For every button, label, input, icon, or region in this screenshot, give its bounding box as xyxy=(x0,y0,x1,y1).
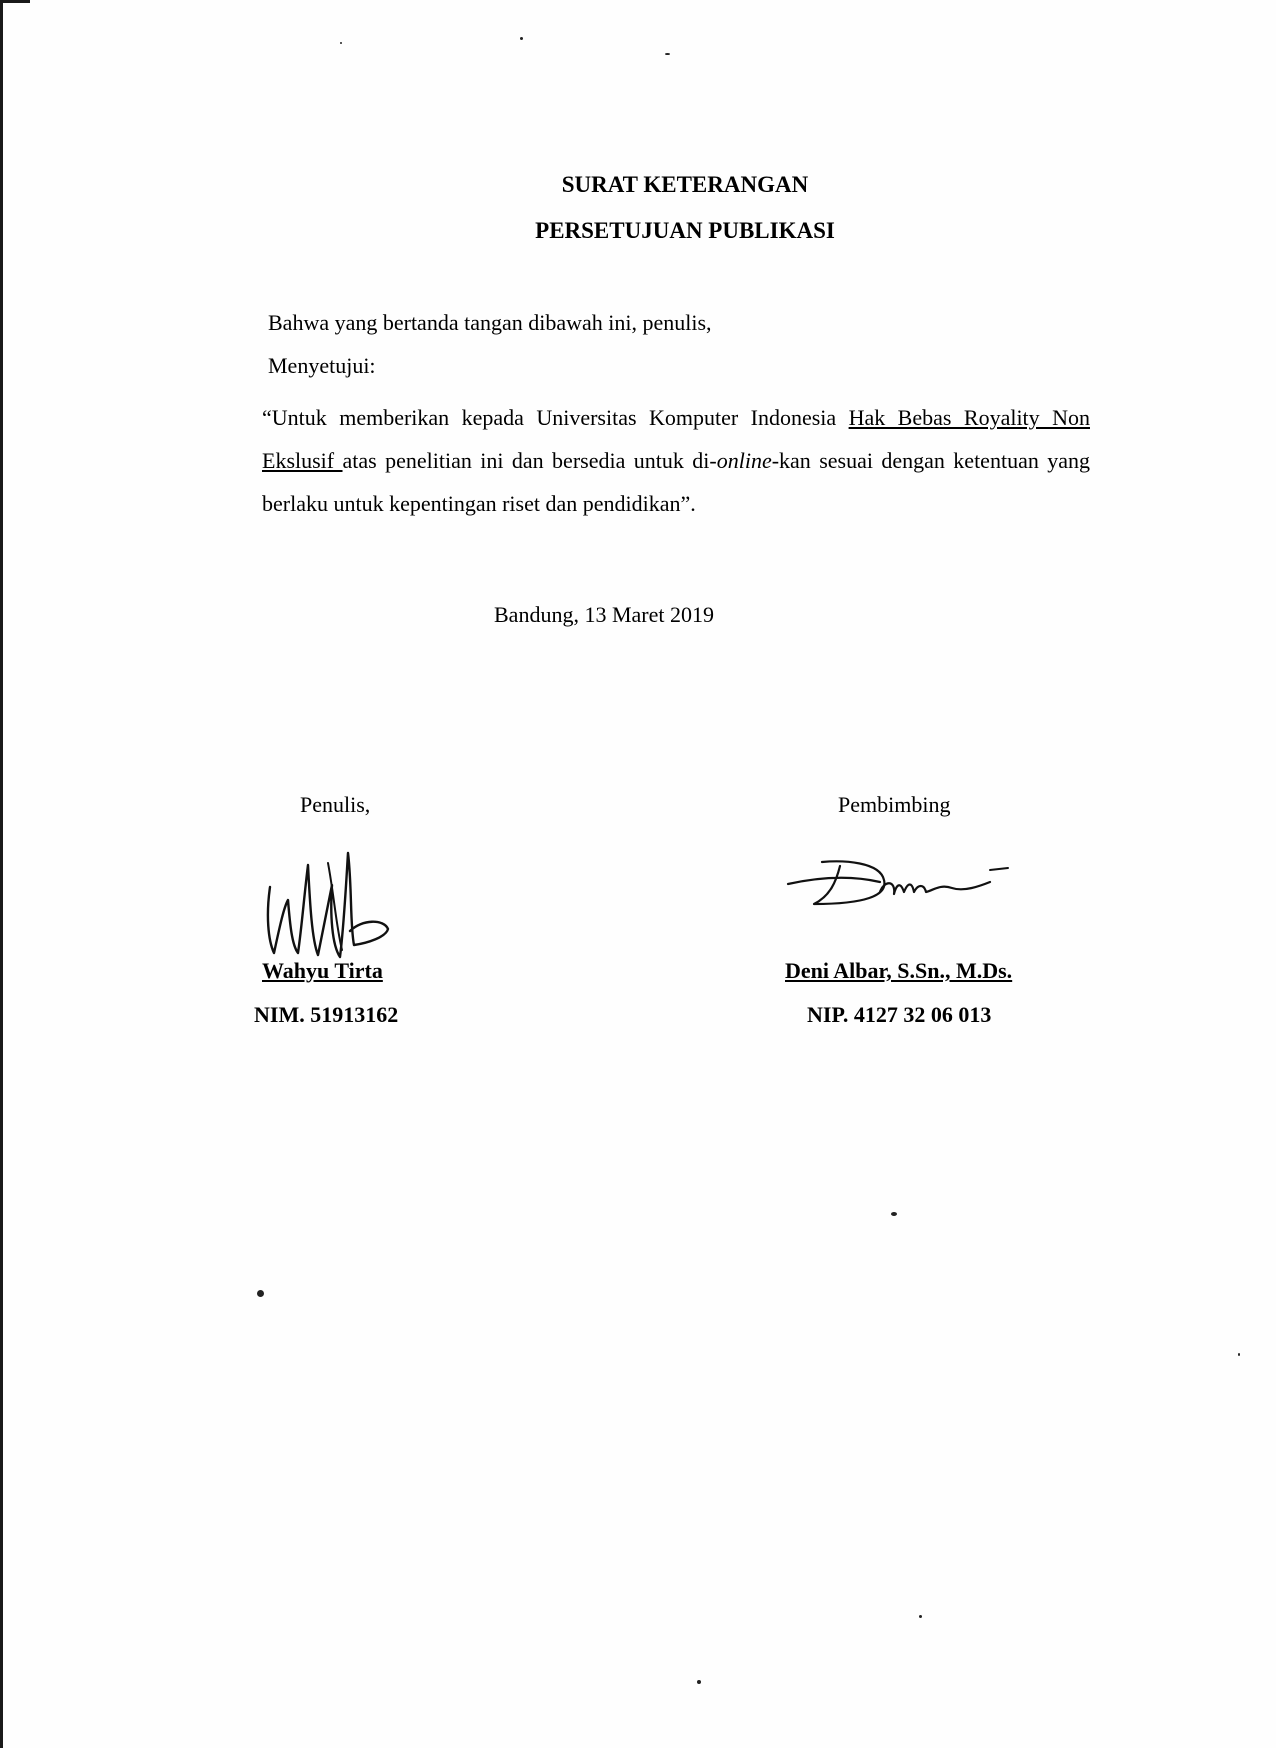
scan-edge-top xyxy=(0,0,30,3)
statement-underlined: Hak Bebas Royality Non Ekslusif xyxy=(262,405,1090,473)
supervisor-signature xyxy=(784,856,1016,912)
supervisor-id: NIP. 4127 32 06 013 xyxy=(807,1002,992,1027)
supervisor-name: Deni Albar, S.Sn., M.Ds. xyxy=(785,958,1013,983)
scan-edge xyxy=(0,0,3,1748)
document-title: SURAT KETERANGAN xyxy=(561,172,809,197)
scan-speck xyxy=(665,53,670,55)
writer-label: Penulis, xyxy=(300,792,371,817)
scan-speck xyxy=(520,37,523,40)
statement-paragraph xyxy=(262,396,1090,525)
statement-part2: atas penelitian ini dan bersedia untuk di- xyxy=(342,448,717,473)
agree-text: Menyetujui: xyxy=(268,353,376,378)
scan-speck xyxy=(919,1615,922,1618)
scan-speck xyxy=(340,42,342,44)
intro-text: Bahwa yang bertanda tangan dibawah ini, penulis, xyxy=(268,310,712,335)
scan-speck xyxy=(1238,1353,1240,1356)
statement-part3: -kan sesuai dengan ketentuan yang berlaku untuk kepentingan riset dan pendidikan”. xyxy=(262,448,1090,516)
statement-italic: online xyxy=(716,448,772,473)
writer-name: Wahyu Tirta xyxy=(262,958,383,983)
supervisor-label: Pembimbing xyxy=(838,792,951,817)
scan-speck xyxy=(891,1212,897,1216)
scan-speck xyxy=(697,1680,701,1684)
writer-id: NIM. 51913162 xyxy=(254,1002,399,1027)
scan-speck xyxy=(257,1290,264,1297)
writer-signature xyxy=(258,845,398,965)
statement-part1: “Untuk memberikan kepada Universitas Komputer Indonesia xyxy=(262,405,849,430)
document-subtitle: PERSETUJUAN PUBLIKASI xyxy=(535,218,835,243)
place-date: Bandung, 13 Maret 2019 xyxy=(494,602,714,627)
